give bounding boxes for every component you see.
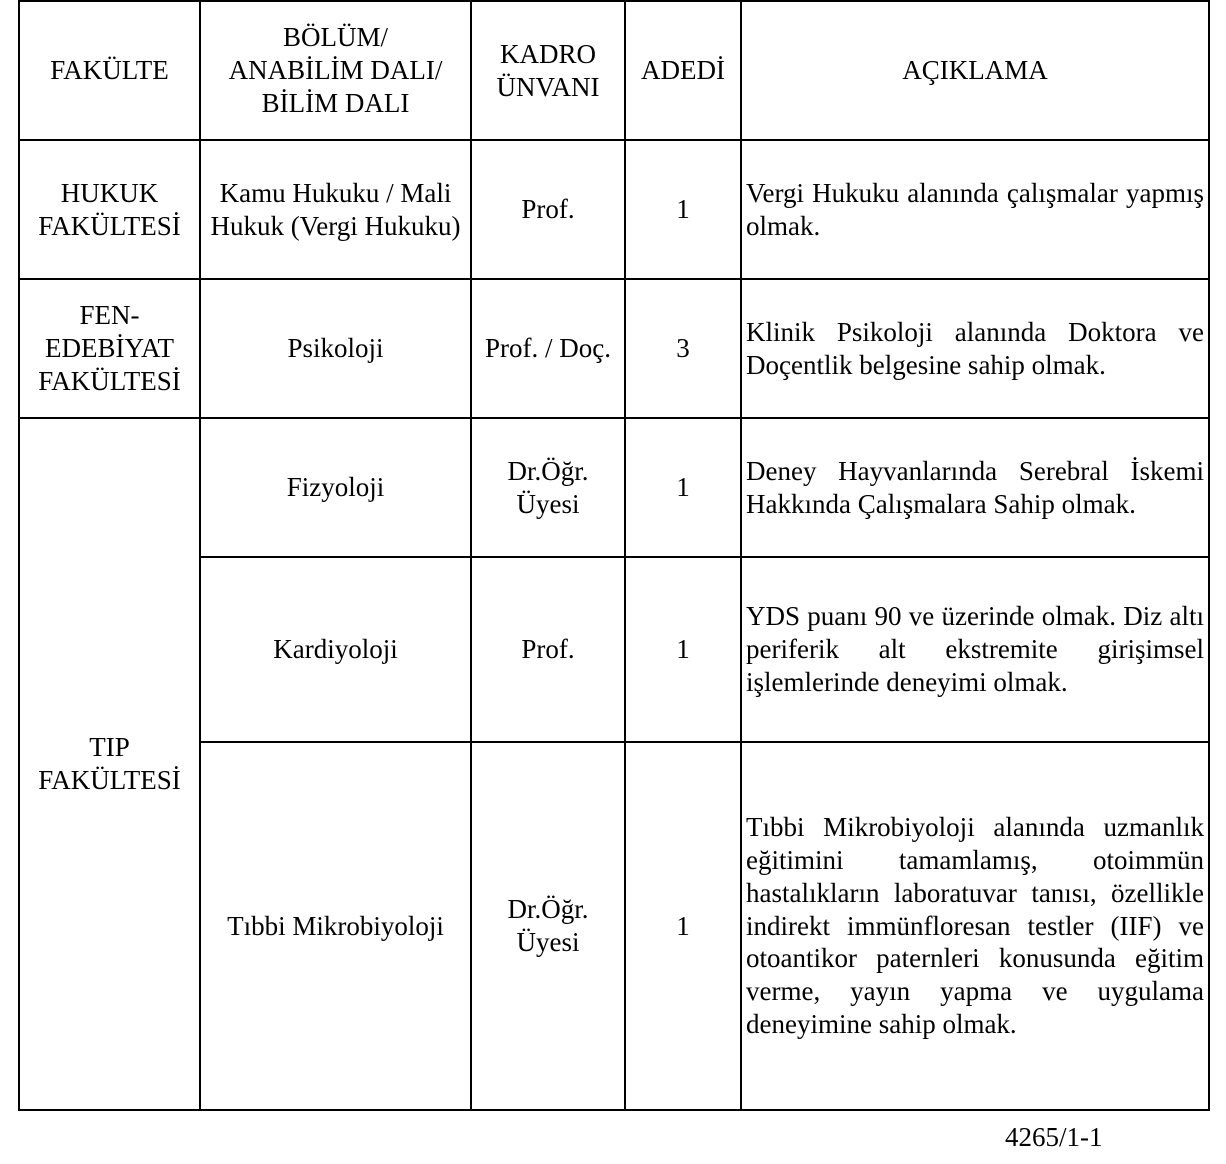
title-cell: Dr.Öğr. Üyesi <box>471 418 625 557</box>
table-row <box>19 279 1209 418</box>
count-cell: 3 <box>625 279 741 418</box>
count-cell: 1 <box>625 418 741 557</box>
document-code: 4265/1-1 <box>1005 1122 1103 1152</box>
description-cell: YDS puanı 90 ve üzerinde olmak. Diz altı periferik alt ekstremite girişimsel işlemlerinde deneyimi olmak. <box>741 557 1209 742</box>
title-cell: Prof. <box>471 140 625 279</box>
faculty-cell: TIP FAKÜLTESİ <box>19 418 200 1110</box>
faculty-position-table <box>18 0 1210 1111</box>
department-cell: Kamu Hukuku / Mali Hukuk (Vergi Hukuku) <box>200 140 471 279</box>
table-row <box>19 140 1209 279</box>
table-row <box>19 418 1209 557</box>
title-cell: Prof. <box>471 557 625 742</box>
header-bolum: BÖLÜM/ ANABİLİM DALI/ BİLİM DALI <box>200 1 471 140</box>
department-cell: Psikoloji <box>200 279 471 418</box>
table-header-row <box>19 1 1209 140</box>
header-kadro-unvani: KADRO ÜNVANI <box>471 1 625 140</box>
header-aciklama: AÇIKLAMA <box>741 1 1209 140</box>
department-cell: Kardiyoloji <box>200 557 471 742</box>
description-cell: Deney Hayvanlarında Serebral İskemi Hakkında Çalışmalara Sahip olmak. <box>741 418 1209 557</box>
department-cell: Tıbbi Mikrobiyoloji <box>200 742 471 1110</box>
count-cell: 1 <box>625 140 741 279</box>
faculty-cell: FEN-EDEBİYAT FAKÜLTESİ <box>19 279 200 418</box>
faculty-cell: HUKUK FAKÜLTESİ <box>19 140 200 279</box>
title-cell: Dr.Öğr. Üyesi <box>471 742 625 1110</box>
count-cell: 1 <box>625 742 741 1110</box>
count-cell: 1 <box>625 557 741 742</box>
header-fakulte: FAKÜLTE <box>19 1 200 140</box>
department-cell: Fizyoloji <box>200 418 471 557</box>
description-cell: Vergi Hukuku alanında çalışmalar yapmış olmak. <box>741 140 1209 279</box>
title-cell: Prof. / Doç. <box>471 279 625 418</box>
description-cell: Tıbbi Mikrobiyoloji alanında uzmanlık eğitimini tamamlamış, otoimmün hastalıkların laboratuvar tanısı, özellikle indirekt immünfloresan testler (IIF) ve otoantikor paternleri konusunda eğitim verme, yayın yapma ve uygulama deneyimine sahip olmak. <box>741 742 1209 1110</box>
description-cell: Klinik Psikoloji alanında Doktora ve Doçentlik belgesine sahip olmak. <box>741 279 1209 418</box>
header-adedi: ADEDİ <box>625 1 741 140</box>
